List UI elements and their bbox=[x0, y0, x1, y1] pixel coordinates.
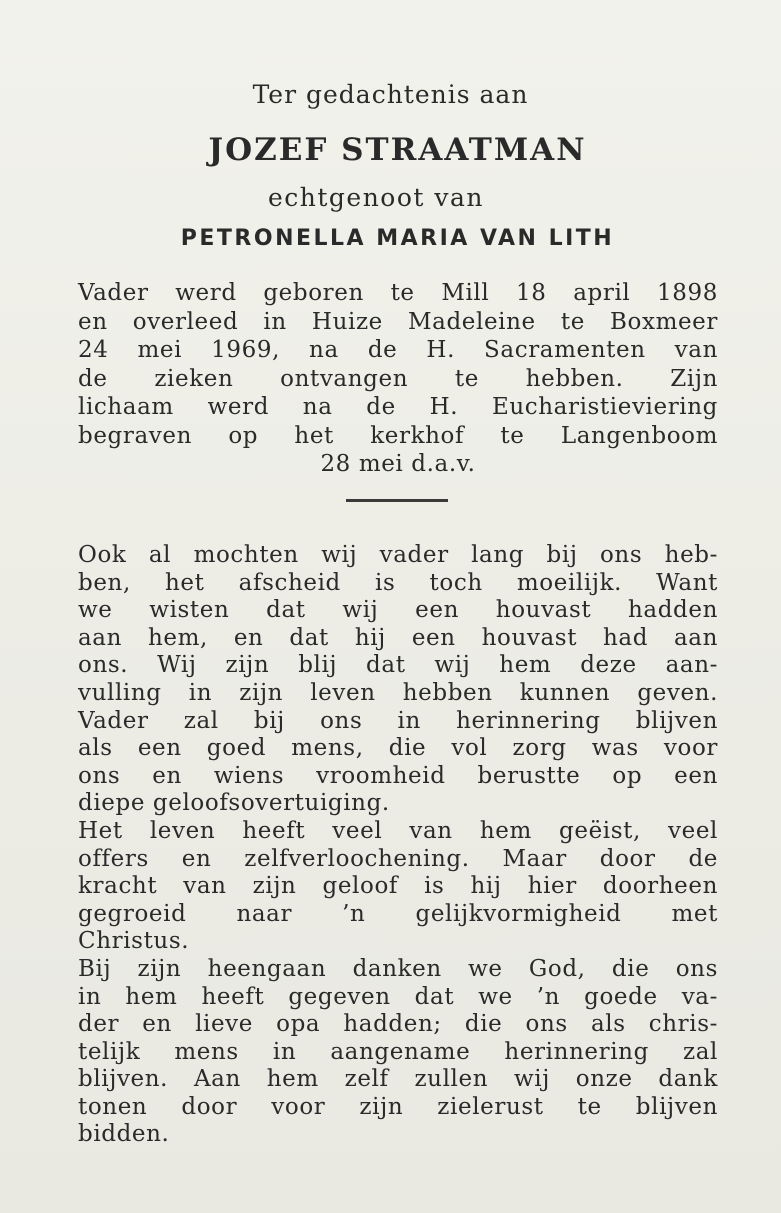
text-line: diepe geloofsovertuiging. bbox=[78, 790, 390, 817]
text-line: ben, het afscheid is toch moeilijk. Want bbox=[78, 569, 718, 596]
text-line: Ook al mochten wij vader lang bij ons heb- bbox=[78, 542, 718, 568]
bio-line: lichaam werd na de H. Eucharistieviering bbox=[78, 394, 718, 420]
spouse-name: PETRONELLA MARIA VAN LITH bbox=[180, 226, 615, 251]
spouse-label: echtgenoot van bbox=[267, 183, 485, 212]
text-line: Vader zal bij ons in herinnering blijven bbox=[78, 707, 718, 734]
text-line: Bij zijn heengaan danken we God, die ons bbox=[78, 955, 718, 982]
bio-line: begraven op het kerkhof te Langenboom bbox=[78, 422, 718, 449]
text-line: we wisten dat wij een houvast hadden bbox=[78, 597, 718, 624]
text-line: blijven. Aan hem zelf zullen wij onze dank bbox=[78, 1066, 718, 1093]
text-line: offers en zelfverloochening. Maar door de bbox=[78, 845, 718, 872]
text-line: Het leven heeft veel van hem geëist, veel bbox=[78, 817, 718, 844]
bio-line: Vader werd geboren te Mill 18 april 1898 bbox=[78, 280, 718, 306]
deceased-name: JOZEF STRAATMAN bbox=[208, 132, 587, 168]
tribute-text bbox=[78, 542, 718, 1149]
bio-line: 28 mei d.a.v. bbox=[320, 451, 476, 477]
divider-line bbox=[346, 499, 448, 502]
text-line: telijk mens in aangename herinnering zal bbox=[78, 1038, 718, 1065]
text-line: kracht van zijn geloof is hij hier doorheen bbox=[78, 873, 718, 900]
text-line: aan hem, en dat hij een houvast had aan bbox=[78, 624, 718, 651]
text-line: ons en wiens vroomheid berustte op een bbox=[78, 762, 718, 789]
text-line: der en lieve opa hadden; die ons als chris- bbox=[78, 1011, 718, 1038]
intro-text: Ter gedachtenis aan bbox=[252, 80, 529, 109]
bio-line: 24 mei 1969, na de H. Sacramenten van bbox=[78, 337, 718, 363]
bio-line: en overleed in Huize Madeleine te Boxmeer bbox=[78, 308, 718, 335]
text-line: ons. Wij zijn blij dat wij hem deze aan- bbox=[78, 652, 718, 679]
text-line: gegroeid naar ’n gelijkvormigheid met bbox=[78, 900, 718, 927]
text-line: als een goed mens, die vol zorg was voor bbox=[78, 735, 718, 762]
text-line: tonen door voor zijn zielerust te blijven bbox=[78, 1093, 718, 1120]
text-line: in hem heeft gegeven dat we ’n goede va- bbox=[78, 983, 718, 1010]
text-line: vulling in zijn leven hebben kunnen geven. bbox=[78, 679, 718, 706]
text-line: bidden. bbox=[78, 1121, 170, 1148]
biography-paragraph bbox=[78, 279, 718, 479]
bio-line: de zieken ontvangen te hebben. Zijn bbox=[78, 365, 718, 392]
text-line: Christus. bbox=[78, 928, 190, 955]
